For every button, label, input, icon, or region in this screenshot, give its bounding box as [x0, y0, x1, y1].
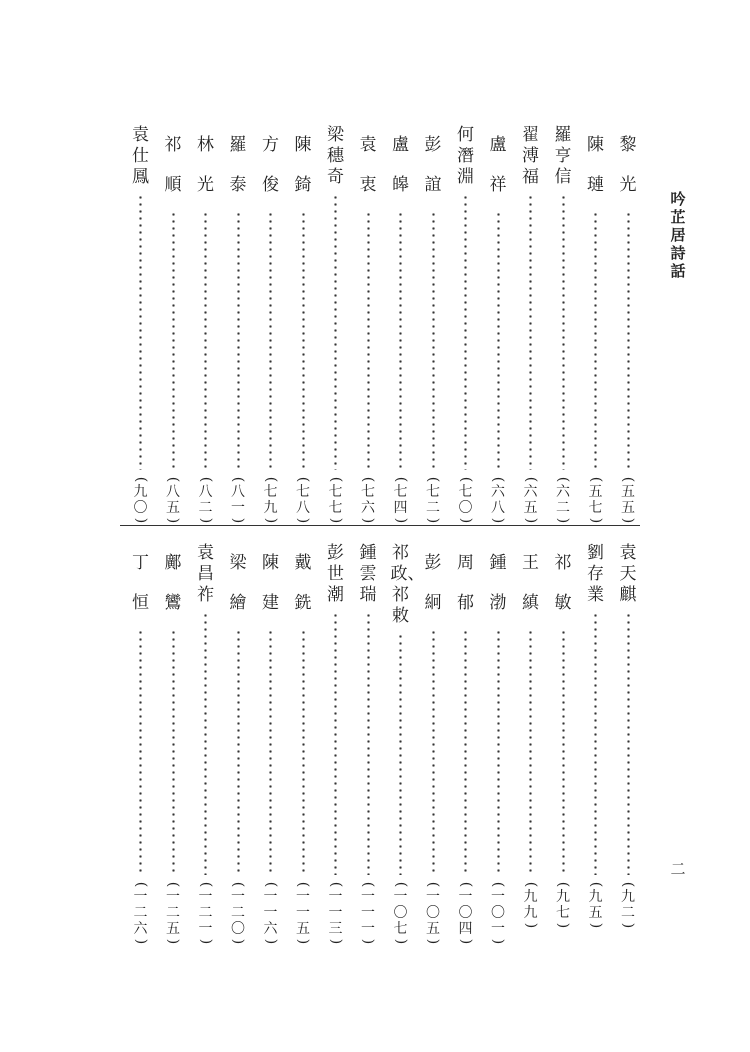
entry-name: 鍾雲瑞 — [359, 543, 377, 605]
dot-leader — [334, 612, 337, 875]
toc-entry — [519, 543, 543, 875]
entry-name: 袁天麒 — [619, 543, 637, 605]
open-paren: ( — [165, 881, 182, 888]
entry-name: 羅亨信 — [554, 125, 572, 187]
open-paren: ( — [425, 476, 442, 483]
entry-page-number — [487, 475, 509, 525]
toc-entry — [454, 125, 478, 470]
entry-name: 彭誼 — [424, 135, 442, 195]
entry-page-number — [325, 880, 347, 946]
entry-page-number — [422, 475, 444, 525]
dot-leader — [204, 211, 207, 470]
entry-name: 祁政、祁敕 — [390, 543, 425, 626]
open-paren: ( — [133, 881, 149, 888]
entry-page-number — [487, 880, 509, 946]
entry-page-number — [227, 880, 249, 946]
close-paren: ) — [230, 517, 247, 524]
entry-page-number — [130, 880, 152, 946]
close-paren: ) — [328, 938, 344, 945]
page-ref: 一二六 — [133, 889, 148, 937]
close-paren: ) — [263, 517, 279, 524]
toc-entry — [616, 125, 640, 470]
page-ref: 七八 — [296, 484, 310, 516]
dot-leader — [367, 211, 370, 470]
page-ref: 八二 — [198, 484, 213, 516]
close-paren: ) — [263, 938, 279, 945]
entry-page-number — [260, 880, 282, 946]
open-paren: ( — [555, 476, 572, 483]
page-ref: 一一三 — [328, 889, 343, 937]
dot-leader — [172, 211, 175, 470]
running-title: 吟芷居詩話 — [670, 190, 686, 280]
page-ref: 六八 — [491, 484, 505, 516]
entry-name: 周郁 — [457, 553, 474, 613]
open-paren: ( — [490, 881, 507, 888]
page-ref: 七六 — [361, 484, 375, 516]
dot-leader — [562, 194, 565, 470]
entry-name: 祁敏 — [554, 553, 572, 613]
entry-name: 袁昌祚 — [197, 543, 214, 605]
entry-name: 袁衷 — [359, 135, 377, 195]
open-paren: ( — [263, 476, 279, 483]
page-ref: 五五 — [621, 484, 635, 516]
close-paren: ) — [588, 517, 604, 524]
close-paren: ) — [198, 938, 214, 945]
dot-leader — [269, 211, 272, 470]
close-paren: ) — [425, 938, 442, 945]
dot-leader — [432, 211, 435, 470]
toc-entry — [616, 543, 640, 875]
close-paren: ) — [360, 938, 377, 945]
dot-leader — [172, 629, 175, 875]
dot-leader — [399, 633, 402, 875]
toc-entry — [519, 125, 543, 470]
toc-entry — [584, 125, 608, 470]
entry-page-number — [585, 475, 607, 525]
close-paren: ) — [328, 517, 344, 524]
close-paren: ) — [555, 517, 572, 524]
toc-entry — [421, 543, 445, 875]
open-paren: ( — [165, 476, 182, 483]
entry-page-number — [162, 475, 184, 525]
close-paren: ) — [393, 517, 409, 524]
page-ref: 八五 — [166, 484, 180, 516]
dot-leader — [367, 612, 370, 875]
entry-name: 翟溥福 — [522, 125, 539, 187]
entry-name: 王縝 — [522, 553, 539, 613]
open-paren: ( — [198, 881, 214, 888]
toc-entry — [259, 125, 283, 470]
toc-entry — [356, 125, 380, 470]
close-paren: ) — [523, 922, 539, 929]
close-paren: ) — [620, 922, 637, 929]
toc-entry — [129, 543, 153, 875]
page-ref: 七四 — [393, 484, 408, 516]
page-ref: 一一五 — [296, 889, 310, 937]
page-ref: 九〇 — [133, 484, 148, 516]
entry-page-number — [390, 880, 412, 946]
section-divider — [120, 525, 640, 526]
entry-page-number — [195, 475, 217, 525]
dot-leader — [269, 629, 272, 875]
page-ref: 六五 — [523, 484, 538, 516]
dot-leader — [302, 629, 305, 875]
entry-name: 盧皞 — [392, 135, 409, 195]
open-paren: ( — [588, 881, 604, 888]
toc-entry — [194, 543, 218, 875]
close-paren: ) — [523, 517, 539, 524]
entry-name: 陳錡 — [294, 135, 312, 195]
toc-entry — [161, 125, 185, 470]
toc-entry — [129, 125, 153, 470]
dot-leader — [237, 211, 240, 470]
dot-leader — [432, 629, 435, 875]
toc-entry — [551, 543, 575, 875]
entry-name: 丁恒 — [132, 553, 149, 613]
toc-entry — [421, 125, 445, 470]
close-paren: ) — [555, 922, 572, 929]
close-paren: ) — [458, 938, 474, 945]
toc-entry — [486, 543, 510, 875]
page-ref: 七七 — [328, 484, 343, 516]
entry-page-number — [195, 880, 217, 946]
dot-leader — [627, 211, 630, 470]
close-paren: ) — [230, 938, 247, 945]
entry-name: 梁穗奇 — [327, 125, 344, 187]
dot-leader — [334, 194, 337, 470]
open-paren: ( — [295, 881, 312, 888]
toc-entry — [226, 543, 250, 875]
open-paren: ( — [328, 476, 344, 483]
entry-name: 陳建 — [262, 553, 279, 613]
entry-page-number — [390, 475, 412, 525]
entry-page-number — [292, 880, 314, 946]
entry-page-number — [357, 880, 379, 946]
toc-entry — [584, 543, 608, 875]
open-paren: ( — [490, 476, 507, 483]
close-paren: ) — [295, 517, 312, 524]
close-paren: ) — [133, 517, 149, 524]
entry-name: 林光 — [197, 135, 214, 195]
entry-page-number — [552, 880, 574, 930]
close-paren: ) — [490, 938, 507, 945]
page-ref: 九七 — [556, 889, 570, 921]
toc-entry — [551, 125, 575, 470]
open-paren: ( — [588, 476, 604, 483]
open-paren: ( — [230, 476, 247, 483]
entry-name: 何潛淵 — [457, 125, 474, 187]
dot-leader — [529, 194, 532, 470]
page-ref: 八一 — [231, 484, 245, 516]
entry-page-number — [227, 475, 249, 525]
toc-entry — [486, 125, 510, 470]
close-paren: ) — [588, 922, 604, 929]
open-paren: ( — [230, 881, 247, 888]
dot-leader — [464, 629, 467, 875]
dot-leader — [464, 194, 467, 470]
open-paren: ( — [328, 881, 344, 888]
dot-leader — [529, 629, 532, 875]
page-ref: 一二一 — [198, 889, 213, 937]
entry-name: 鄺鸞 — [164, 553, 182, 613]
page-ref: 九九 — [523, 889, 538, 921]
toc-entry — [291, 543, 315, 875]
dot-leader — [237, 629, 240, 875]
dot-leader — [594, 211, 597, 470]
page-ref: 一〇四 — [458, 889, 473, 937]
entry-name: 黎光 — [619, 135, 637, 195]
page-ref: 七〇 — [458, 484, 473, 516]
toc-entry — [161, 543, 185, 875]
open-paren: ( — [620, 476, 637, 483]
page-ref: 九五 — [588, 889, 603, 921]
page-ref: 七九 — [263, 484, 278, 516]
page-ref: 六二 — [556, 484, 570, 516]
entry-page-number — [617, 475, 639, 525]
close-paren: ) — [393, 938, 409, 945]
entry-page-number — [552, 475, 574, 525]
page-ref: 九二 — [621, 889, 635, 921]
page-ref: 一〇五 — [426, 889, 440, 937]
toc-entry — [226, 125, 250, 470]
entry-name: 彭世潮 — [327, 543, 344, 605]
open-paren: ( — [295, 476, 312, 483]
open-paren: ( — [360, 881, 377, 888]
open-paren: ( — [393, 881, 409, 888]
dot-leader — [627, 612, 630, 875]
toc-entry — [454, 543, 478, 875]
toc-entry — [389, 543, 425, 875]
entry-name: 彭絅 — [424, 553, 442, 613]
close-paren: ) — [133, 938, 149, 945]
entry-name: 戴銑 — [294, 553, 312, 613]
entry-name: 梁繪 — [229, 553, 247, 613]
dot-leader — [594, 612, 597, 875]
close-paren: ) — [458, 517, 474, 524]
open-paren: ( — [620, 881, 637, 888]
entry-page-number — [585, 880, 607, 930]
page-ref: 五七 — [588, 484, 603, 516]
close-paren: ) — [425, 517, 442, 524]
entry-page-number — [455, 475, 477, 525]
toc-entry — [324, 125, 348, 470]
entry-page-number — [162, 880, 184, 946]
open-paren: ( — [458, 881, 474, 888]
entry-name: 陳璉 — [587, 135, 604, 195]
close-paren: ) — [198, 517, 214, 524]
entry-name: 盧祥 — [489, 135, 507, 195]
entry-page-number — [292, 475, 314, 525]
open-paren: ( — [198, 476, 214, 483]
entry-name: 袁仕鳳 — [132, 125, 149, 187]
open-paren: ( — [555, 881, 572, 888]
open-paren: ( — [393, 476, 409, 483]
toc-entry — [356, 543, 380, 875]
entry-name: 方俊 — [262, 135, 279, 195]
page-ref: 一二〇 — [231, 889, 245, 937]
open-paren: ( — [458, 476, 474, 483]
page-number: 二 — [670, 860, 686, 878]
close-paren: ) — [360, 517, 377, 524]
entry-page-number — [325, 475, 347, 525]
entry-name: 羅泰 — [229, 135, 247, 195]
dot-leader — [302, 211, 305, 470]
entry-page-number — [130, 475, 152, 525]
entry-name: 鍾渤 — [489, 553, 507, 613]
page-ref: 一〇一 — [491, 889, 505, 937]
dot-leader — [562, 629, 565, 875]
page-ref: 一一六 — [263, 889, 278, 937]
toc-entry — [389, 125, 413, 470]
entry-page-number — [455, 880, 477, 946]
page-ref: 一〇七 — [393, 889, 408, 937]
entry-page-number — [357, 475, 379, 525]
entry-page-number — [422, 880, 444, 946]
close-paren: ) — [490, 517, 507, 524]
open-paren: ( — [360, 476, 377, 483]
toc-entry — [291, 125, 315, 470]
entry-name: 祁順 — [164, 135, 182, 195]
open-paren: ( — [523, 476, 539, 483]
entry-page-number — [520, 475, 542, 525]
close-paren: ) — [295, 938, 312, 945]
dot-leader — [204, 612, 207, 875]
entry-page-number — [617, 880, 639, 930]
entry-page-number — [260, 475, 282, 525]
dot-leader — [497, 629, 500, 875]
page-ref: 七二 — [426, 484, 440, 516]
toc-entry — [194, 125, 218, 470]
dot-leader — [497, 211, 500, 470]
toc-entry — [324, 543, 348, 875]
page-ref: 一二五 — [166, 889, 180, 937]
entry-page-number — [520, 880, 542, 930]
open-paren: ( — [523, 881, 539, 888]
dot-leader — [139, 194, 142, 470]
open-paren: ( — [133, 476, 149, 483]
toc-entry — [259, 543, 283, 875]
open-paren: ( — [425, 881, 442, 888]
entry-name: 劉存業 — [587, 543, 604, 605]
close-paren: ) — [620, 517, 637, 524]
page-ref: 一一一 — [361, 889, 375, 937]
dot-leader — [139, 629, 142, 875]
close-paren: ) — [165, 938, 182, 945]
dot-leader — [399, 211, 402, 470]
close-paren: ) — [165, 517, 182, 524]
open-paren: ( — [263, 881, 279, 888]
